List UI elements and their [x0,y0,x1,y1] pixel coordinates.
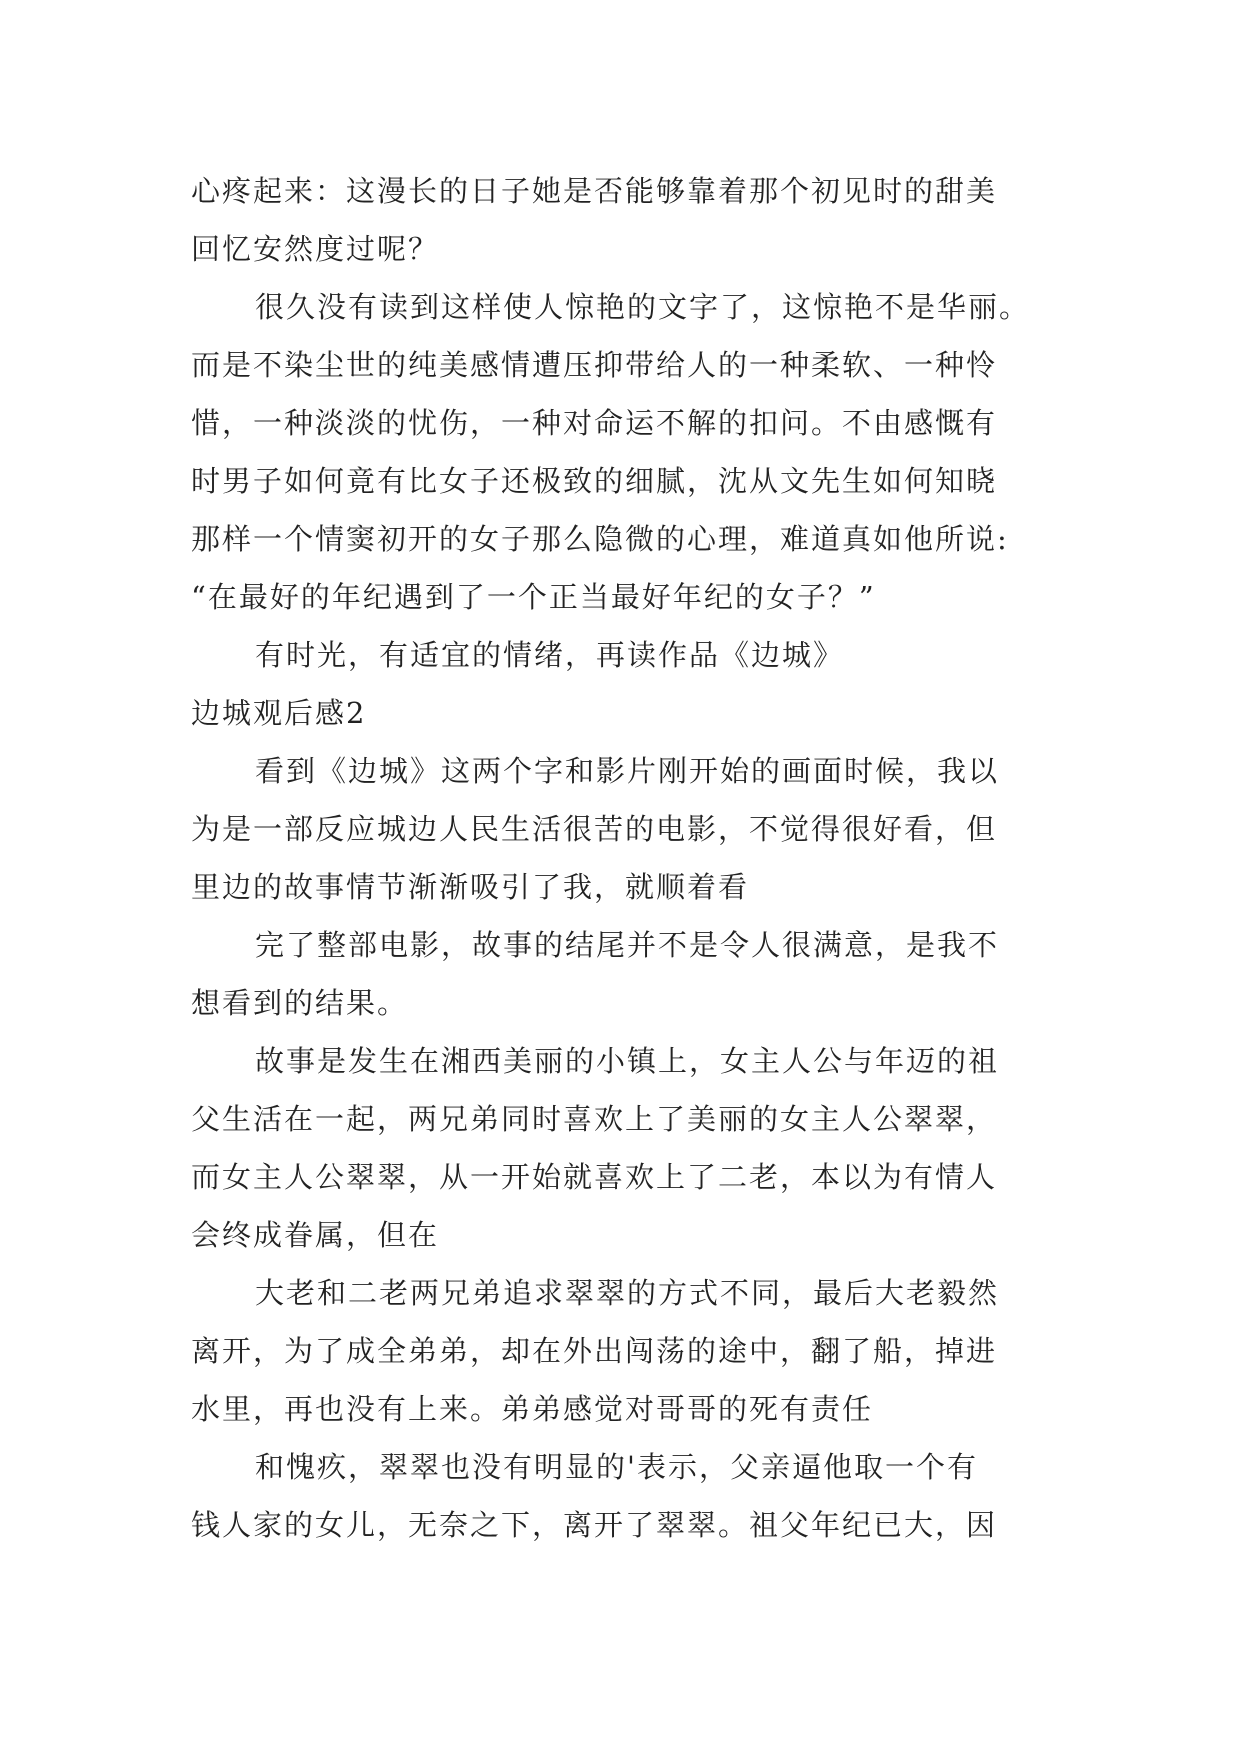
paragraph-first-line: 完了整部电影，故事的结尾并不是令人很满意，是我不 [255,928,1000,962]
text-line: 离开，为了成全弟弟，却在外出闯荡的途中，翻了船，掉进 [191,1334,998,1368]
paragraph-first-line: 有时光，有适宜的情绪，再读作品《边城》 [255,638,845,672]
text-line: 钱人家的女儿，无奈之下，离开了翠翠。祖父年纪已大，因 [191,1508,998,1542]
text-line: “在最好的年纪遇到了一个正当最好年纪的女子？” [191,580,876,614]
text-line: 而女主人公翠翠，从一开始就喜欢上了二老，本以为有情人 [191,1160,998,1194]
paragraph-first-line: 故事是发生在湘西美丽的小镇上，女主人公与年迈的祖 [255,1044,1000,1078]
paragraph-first-line: 大老和二老两兄弟追求翠翠的方式不同，最后大老毅然 [255,1276,1000,1310]
text-line: 想看到的结果。 [191,986,409,1020]
paragraph-first-line: 看到《边城》这两个字和影片刚开始的画面时候，我以 [255,754,1000,788]
document-body [191,162,1091,1554]
text-line: 会终成眷属，但在 [191,1218,440,1252]
text-line: 为是一部反应城边人民生活很苦的电影，不觉得很好看，但 [191,812,998,846]
text-line: 那样一个情窦初开的女子那么隐微的心理，难道真如他所说: [191,522,1009,556]
text-line: 里边的故事情节渐渐吸引了我，就顺着看 [191,870,750,904]
text-line: 水里，再也没有上来。弟弟感觉对哥哥的死有责任 [191,1392,874,1426]
paragraph-first-line: 很久没有读到这样使人惊艳的文字了，这惊艳不是华丽。 [255,290,1031,324]
text-line: 惜，一种淡淡的忧伤，一种对命运不解的扣问。不由感慨有 [191,406,998,440]
text-line: 心疼起来：这漫长的日子她是否能够靠着那个初见时的甜美 [191,174,998,208]
paragraph-first-line: 和愧疚，翠翠也没有明显的'表示，父亲逼他取一个有 [255,1450,978,1484]
text-line: 回忆安然度过呢？ [191,232,440,266]
text-line: 边城观后感2 [191,696,367,730]
text-line: 父生活在一起，两兄弟同时喜欢上了美丽的女主人公翠翠， [191,1102,998,1136]
text-line: 时男子如何竟有比女子还极致的细腻，沈从文先生如何知晓 [191,464,998,498]
text-line: 而是不染尘世的纯美感情遭压抑带给人的一种柔软、一种怜 [191,348,998,382]
